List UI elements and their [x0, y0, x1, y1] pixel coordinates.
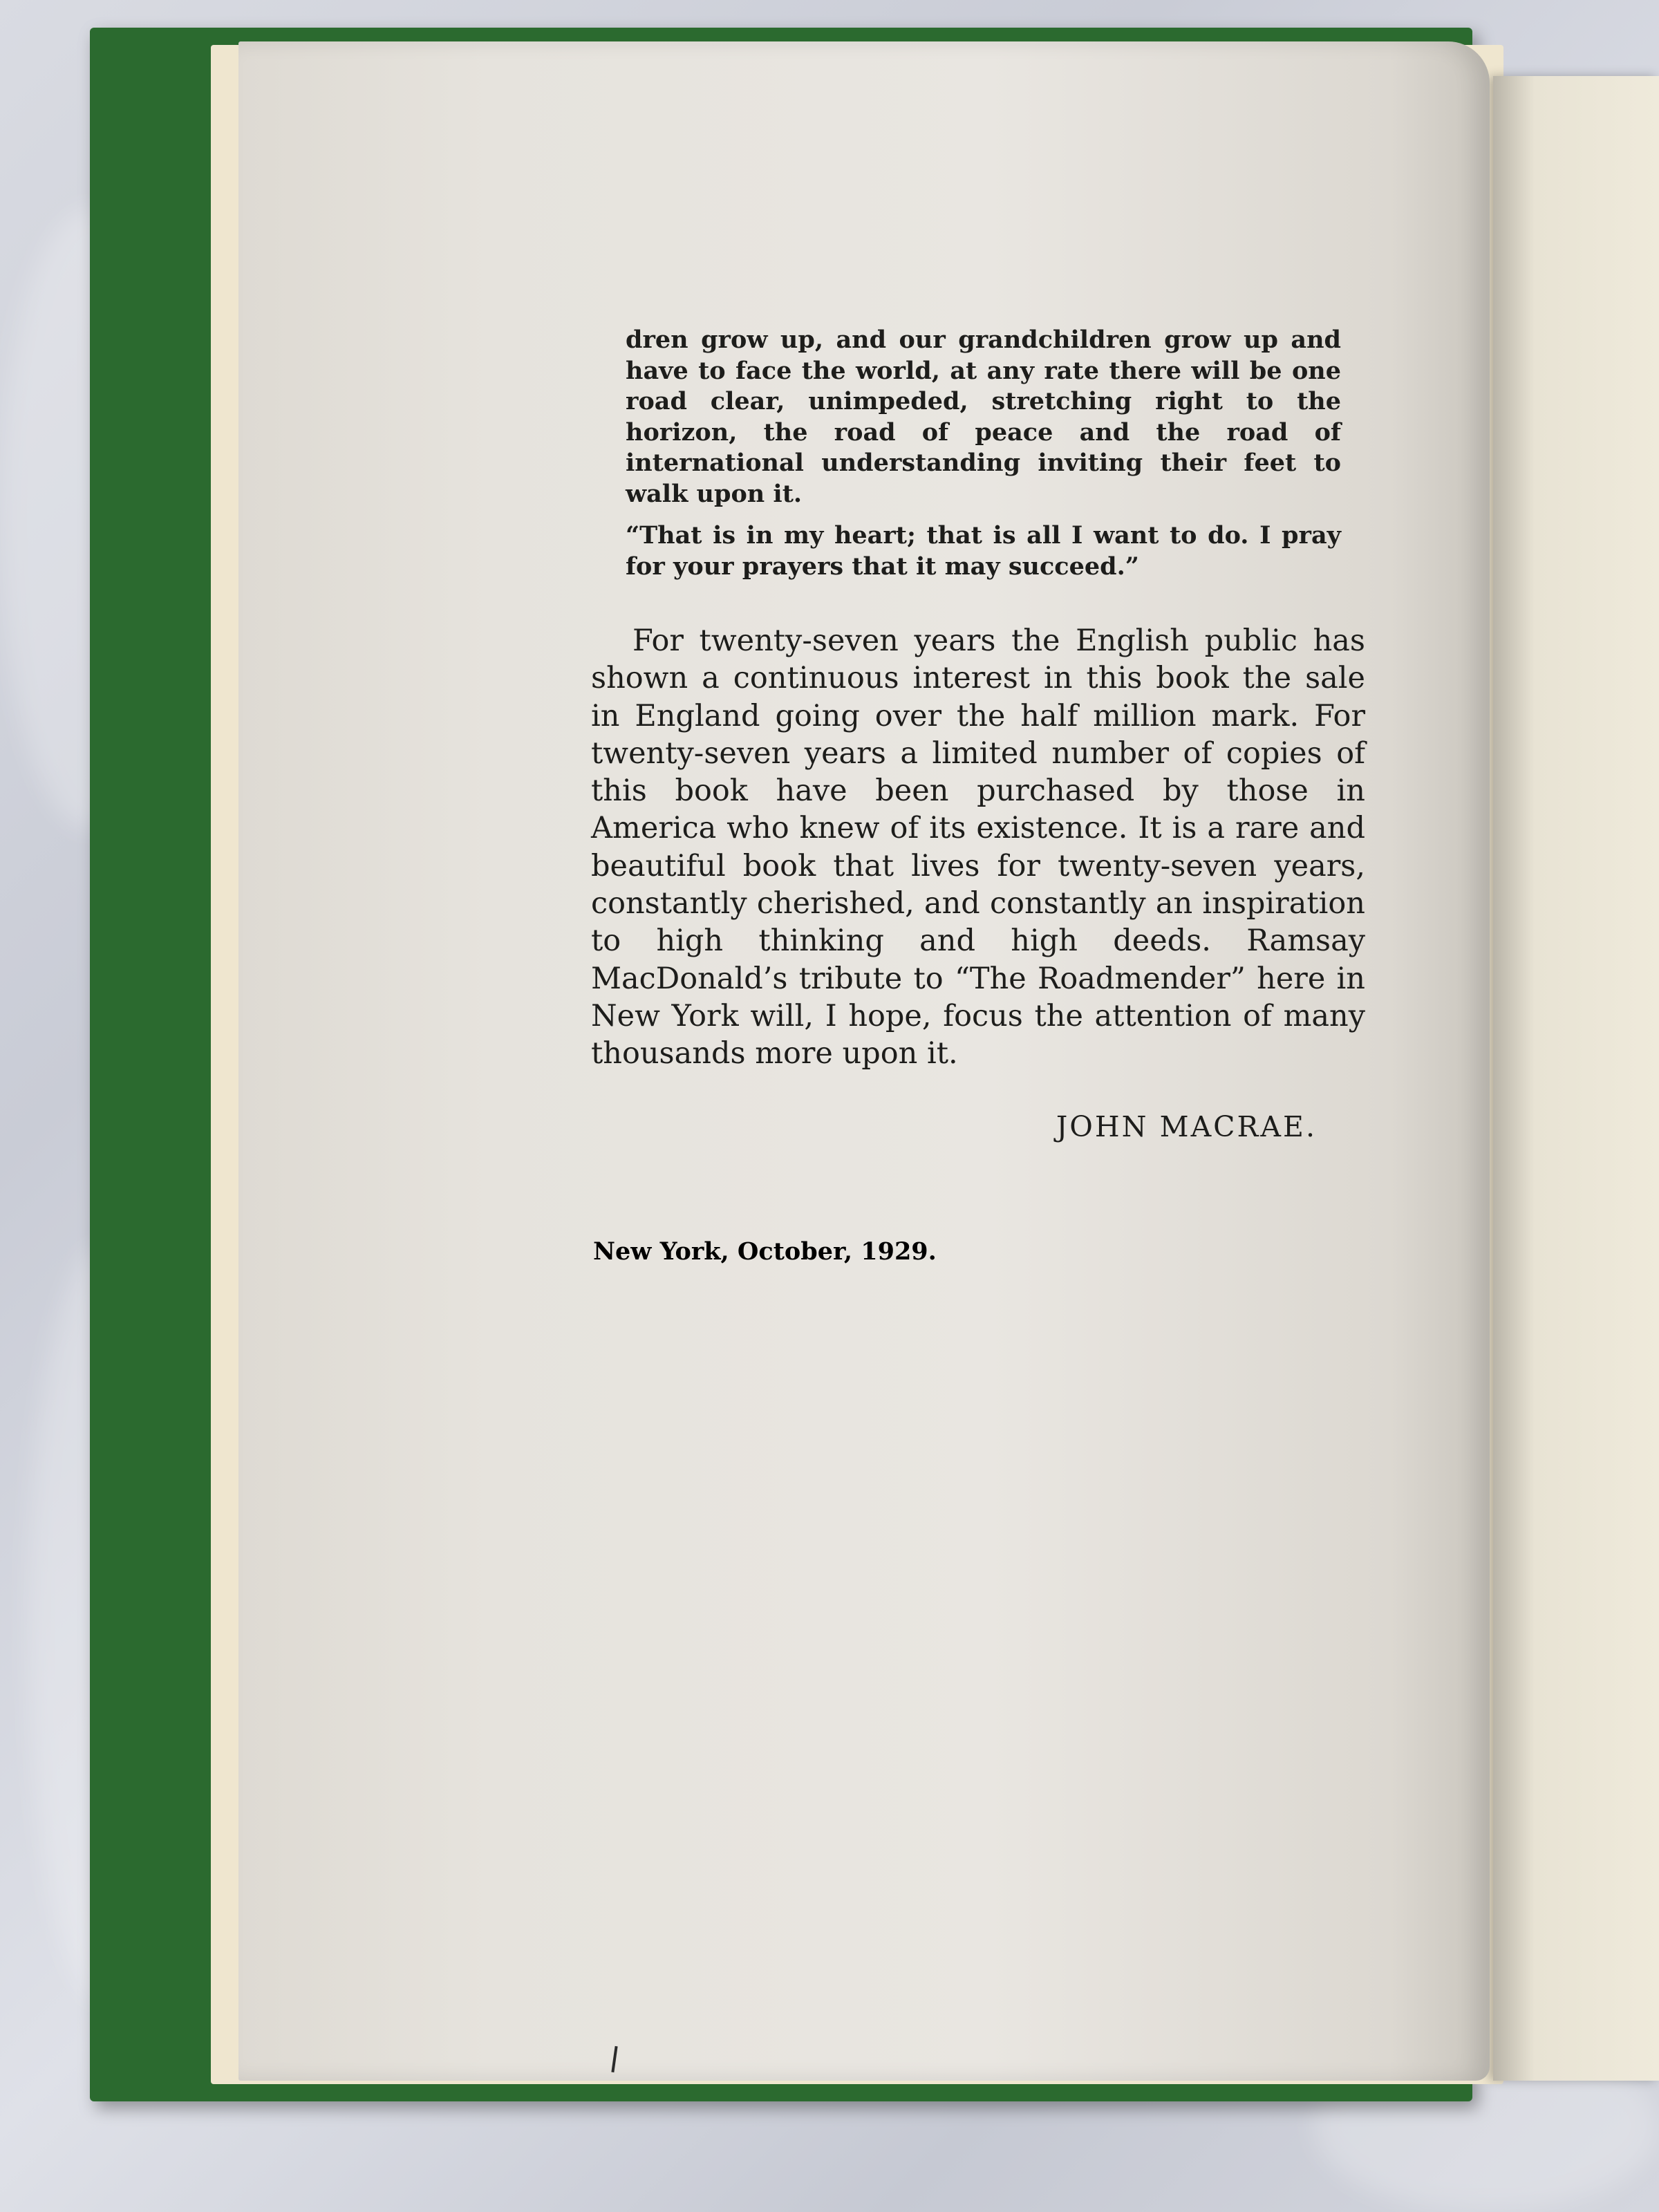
dateline: New York, October, 1929.	[593, 1237, 937, 1266]
signature: JOHN MACRAE.	[1056, 1109, 1317, 1143]
quote-paragraph: “That is in my heart; that is all I want to do. I pray for your prayers that it may succeed.”	[626, 521, 1341, 581]
quoted-passage	[626, 325, 1341, 582]
page-text	[591, 325, 1365, 1143]
body-paragraph: For twenty-seven years the English public has shown a continuous interest in this book the sale in England going over the half million mark. For twenty-seven years a limited number of copies of this book have been purchased by those in America who knew of its existence. It is a rare and beautiful book that lives for twenty-seven years, constantly cherished, and constantly an inspiration to high thinking and high deeds. Ramsay MacDonald’s tribute to “The Roadmender” here in New York will, I hope, focus the attention of many thousands more upon it.	[591, 624, 1365, 1071]
quote-paragraph: dren grow up, and our grandchildren grow up and have to face the world, at any rate there will be one road clear, unimpeded, stretching right to the horizon, the road of peace and the road of international understanding inviting their feet to walk upon it.	[626, 326, 1341, 508]
facing-page	[1493, 76, 1659, 2081]
